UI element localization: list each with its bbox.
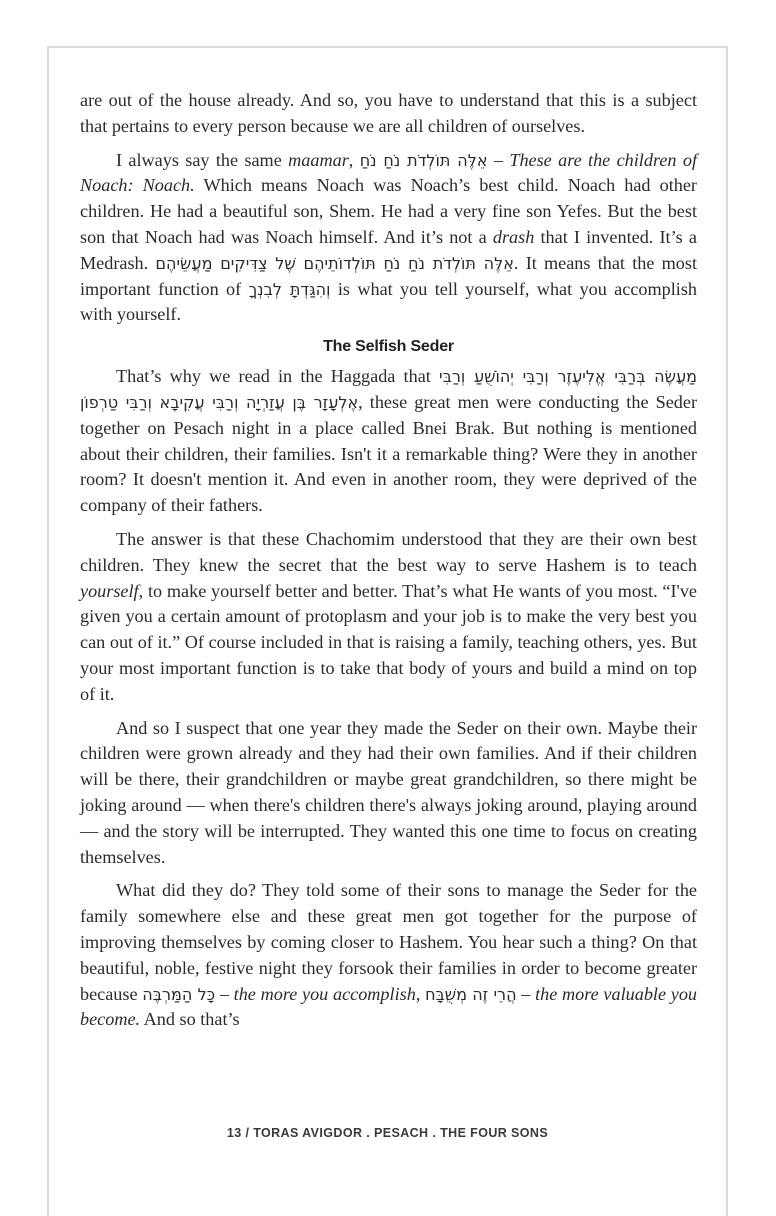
paragraph [80, 364, 697, 519]
body-text: are out of the house already. And so, you have to understand that this is a subject that pertains to every person because we are all children of ourselves. [80, 90, 697, 136]
body-text: I always say the same [116, 149, 289, 170]
body-text: What did they do? They told some of their sons to manage the Seder for the family somewhere else and these great men got together for the purpose of improving themselves by coming closer to Hashem. You hear such a thing? On that beautiful, noble, festive night they forsook their families in order to become greater because [80, 880, 697, 1004]
italic-text: yourself [80, 580, 139, 601]
hebrew-quote: אֵלֶּה תּוֹלְדֹת נֹחַ נֹחַ [359, 150, 488, 170]
italic-text: the more you accomplish [233, 983, 416, 1004]
paragraph [80, 716, 697, 871]
italic-text: These are the children of Noach: Noach. [80, 149, 698, 196]
page-footer-running-head: 13 / TORAS AVIGDOR . PESACH . THE FOUR SONS [226, 1126, 549, 1140]
body-text: , [348, 149, 360, 170]
body-text: And so I suspect that one year they made the Seder on their own. Maybe their children were grown already and they had their own families. And if their children will be there, their grandchildren or maybe great grandchildren, so there might be joking around — when there's children there's always joking around, playing around — and the story will be interrupted. They wanted this one time to focus on creating themselves. [80, 717, 697, 867]
paragraph [80, 88, 697, 140]
body-text: Which means Noach was Noach’s best child. Noach had other children. He had a beautiful son, Shem. He had a very fine son Yefes. But the best son that Noach had was Noach himself. And it’s not a [80, 175, 697, 247]
hebrew-quote: הֲרֵי זֶה מְשֻׁבָּח [425, 984, 517, 1004]
hebrew-quote: וְהִגַּדְתָּ לְבִנְךָ [248, 279, 331, 299]
body-text: that I invented. It’s a Medrash. [80, 226, 697, 273]
italic-text: the more valuable you become. [80, 983, 698, 1030]
section-heading: The Selfish Seder [323, 338, 454, 356]
hebrew-quote: מַעֲשֶׂה בְּרַבִּי אֱלִיעֶזֶר וְרַבִּי יְהוֹשֻׁעַ וְרַבִּי אֶלְעָזָר בֶּן עֲזַרְיָה וְרַבִּי עֲקִיבָא וְרַבִּי טַרְפוֹן [80, 367, 698, 412]
body-text: is what you tell yourself, what you accomplish with yourself. [80, 278, 697, 325]
body-text: – [516, 983, 536, 1004]
paragraph [80, 148, 697, 329]
paragraph [80, 527, 697, 708]
italic-text: drash [492, 226, 535, 247]
paragraph [80, 878, 697, 1033]
body-text: – [487, 149, 510, 170]
body-text: , [415, 983, 426, 1004]
body-text: The answer is that these Chachomim understood that they are their own best children. They knew the secret that the best way to serve Hashem is to teach [80, 528, 697, 575]
hebrew-quote: אֵלֶּה תּוֹלְדֹת נֹחַ נֹחַ תּוֹלְדוֹתֵיהֶם שֶׁל צַדִּיקִים מַעֲשֵׂיהֶם [155, 253, 514, 273]
page-content [80, 88, 697, 1041]
body-text: – [215, 983, 234, 1004]
body-text: And so that’s [140, 1009, 240, 1030]
body-text: That’s why we read in the Haggada that [116, 366, 440, 387]
body-text: , these great men were conducting the Seder together on Pesach night in a place called Bnei Brak. But nothing is mentioned about their children, their families. Isn't it a remarkable thing? Were they in another room? It doesn't mention it. And even in another room, they were deprived of the company of their fathers. [80, 391, 698, 516]
hebrew-quote: כָּל הַמַּרְבֶּה [142, 984, 216, 1004]
body-text: . It means that the most important function of [80, 252, 697, 299]
body-text: , to make yourself better and better. That’s what He wants of you most. “I've given you a certain amount of protoplasm and your job is to make the very best you can out of it.” Of course included in that is raising a family, teaching others, yes. But your most important function is to take that body of yours and build a mind on top of it. [80, 580, 697, 704]
italic-text: maamar [288, 149, 349, 170]
